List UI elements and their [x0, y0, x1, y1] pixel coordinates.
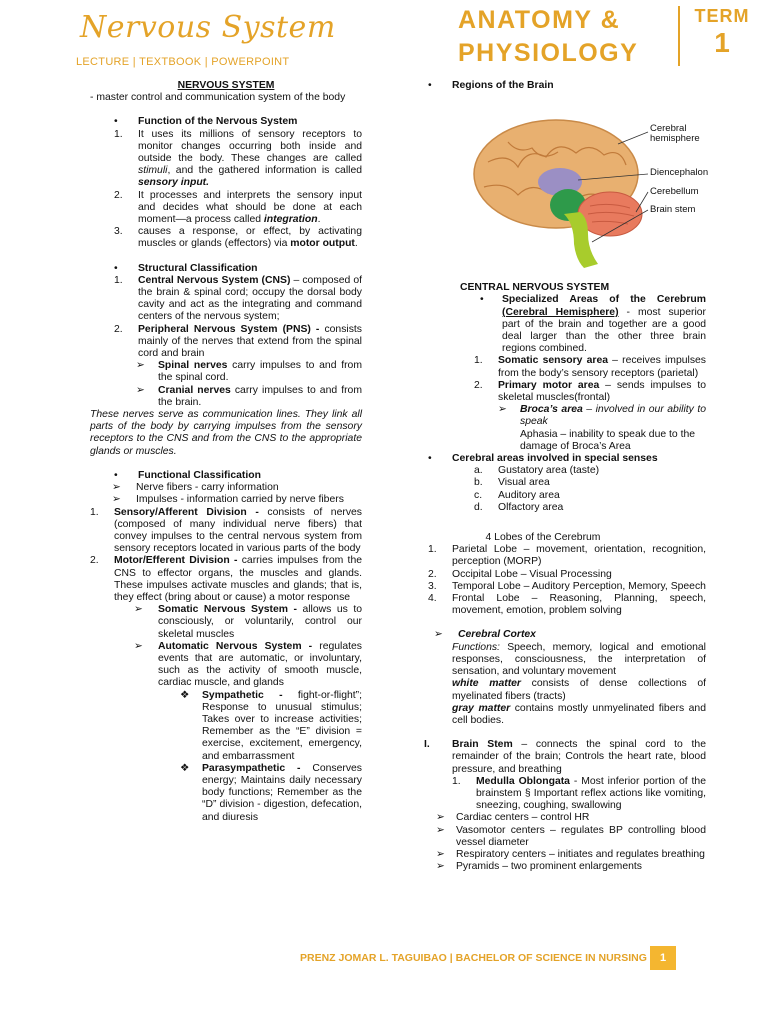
- label-brain-stem: Brain stem: [650, 204, 696, 216]
- list-item: 2. Occipital Lobe – Visual Processing: [428, 568, 612, 580]
- list-item: 2. Peripheral Nervous System (PNS) - consists mainly of the nerves that extend from the spinal cord and brain: [114, 323, 362, 360]
- functional-heading: Functional Classification: [138, 469, 261, 481]
- italic-paragraph: These nerves serve as communication lines. They link all parts of the body by carrying impulses from the sensory receptors to the CNS and from the CNS to the appropriate glands or muscles.: [90, 409, 362, 457]
- subject-line-1: ANATOMY &: [458, 6, 621, 34]
- list-item: ➢ Cardiac centers – control HR: [436, 812, 590, 824]
- list-item: ❖ Parasympathetic - Conserves energy; Maintains daily necessary body functions; Remember as the “D” division - digestion, defecation, and diuresis: [180, 762, 362, 823]
- cortex-functions: Functions: Speech, memory, logical and emotional responses, consciousness, the interpretation of sensation, and voluntary movement: [452, 641, 706, 678]
- label-cerebral-hemisphere: Cerebral hemisphere: [650, 123, 700, 145]
- footer-author: PRENZ JOMAR L. TAGUIBAO | BACHELOR OF SCIENCE IN NURSING: [300, 952, 647, 964]
- list-item: ➢ Cranial nerves carry impulses to and from the brain.: [136, 384, 362, 408]
- list-item: ➢ Respiratory centers – initiates and regulates breathing: [436, 848, 705, 860]
- list-item: ➢ Broca’s area – involved in our ability to speak: [498, 404, 707, 428]
- lobes-heading: 4 Lobes of the Cerebrum: [485, 532, 601, 544]
- list-item: ➢ Spinal nerves carry impulses to and from the spinal cord.: [136, 360, 362, 384]
- header-divider: [678, 6, 680, 66]
- list-item: ❖ Sympathetic - fight-or-flight”; Response to unusual stimulus; Takes over to increase activities; Remember as the “E” division = exercise, excitement, emergency, and embarrassment: [180, 689, 362, 762]
- brain-illustration: [468, 102, 758, 272]
- list-item: 1. Somatic sensory area – receives impulses from the body’s sensory receptors (parietal): [474, 355, 706, 379]
- list-item: 4. Frontal Lobe – Reasoning, Planning, speech, movement, emotion, problem solving: [428, 593, 706, 617]
- function-heading: Function of the Nervous System: [138, 116, 298, 128]
- list-item: 1. Sensory/Afferent Division - consists of nerves (composed of many individual nerve fibers) that convey impulses to the central nervous system from sensory receptors located in various parts of the body: [90, 506, 362, 555]
- list-item: 1. Central Nervous System (CNS) – composed of the brain & spinal cord; occupy the dorsal body cavity and act as the integrating and command centers of the nervous system;: [114, 274, 362, 323]
- cortex-heading-row: ➢ Cerebral Cortex: [424, 629, 706, 641]
- term-badge: [690, 6, 754, 59]
- regions-heading: Regions of the Brain: [452, 80, 554, 91]
- structural-heading: Structural Classification: [138, 262, 258, 274]
- list-item: 2. It processes and interprets the sensory input and decides what should be done at each moment—a process called integration.: [114, 189, 362, 226]
- list-item: ➢ Automatic Nervous System - regulates events that are automatic, or involuntary, such as the activity of smooth muscle, cardiac muscle, and glands: [134, 640, 362, 689]
- term-label: TERM: [694, 6, 750, 26]
- label-cerebellum: Cerebellum: [650, 186, 699, 198]
- cortex-heading: Cerebral Cortex: [458, 629, 536, 641]
- list-item: 2. Primary motor area – sends impulses to skeletal muscles(frontal): [474, 379, 707, 404]
- bullet-special-senses: • Cerebral areas involved in special senses: [424, 453, 706, 465]
- list-item: ➢ Impulses - information carried by nerve fibers: [112, 494, 344, 506]
- page-number: 1: [650, 946, 676, 970]
- white-matter: white matter consists of dense collections of myelinated fibers (tracts): [452, 678, 707, 702]
- label-diencephalon: Diencephalon: [650, 167, 709, 179]
- brainstem-item: I. Brain Stem – connects the spinal cord to the remainder of the brain; Controls the heart rate, blood pressure, and breathing: [424, 739, 706, 775]
- left-column: [90, 80, 362, 824]
- bullet-function: • Function of the Nervous System: [90, 116, 362, 128]
- subject-line-2: PHYSIOLOGY: [458, 39, 639, 67]
- list-item: ➢ Vasomotor centers – regulates BP controlling blood vessel diameter: [436, 824, 706, 848]
- right-column: [424, 80, 709, 873]
- list-item: 1. Parietal Lobe – movement, orientation, recognition, perception (MORP): [428, 544, 706, 568]
- section-heading-nervous-system: NERVOUS SYSTEM: [177, 80, 275, 91]
- bullet-regions: • Regions of the Brain: [424, 80, 706, 92]
- list-item: ➢ Pyramids – two prominent enlargements: [436, 861, 642, 873]
- intro-text: - master control and communication system of the body: [90, 92, 346, 104]
- special-senses-heading: Cerebral areas involved in special senses: [452, 453, 658, 465]
- cns-heading: CENTRAL NERVOUS SYSTEM: [460, 282, 610, 294]
- aphasia-text: Aphasia – inability to speak due to the damage of Broca’s Area: [520, 428, 696, 452]
- document-subtitle: LECTURE | TEXTBOOK | POWERPOINT: [76, 56, 290, 68]
- document-title: Nervous System: [80, 10, 336, 45]
- bullet-functional: • Functional Classification: [90, 470, 362, 482]
- list-item: ➢ Nerve fibers - carry information: [112, 482, 279, 494]
- list-item: a. Gustatory area (taste): [474, 465, 600, 477]
- list-item: ➢ Somatic Nervous System - allows us to consciously, or voluntarily, control our skeletal muscles: [134, 604, 362, 640]
- list-item: d. Olfactory area: [474, 501, 564, 513]
- subject-heading: [458, 4, 638, 70]
- term-number: 1: [714, 27, 730, 58]
- bullet-structural: • Structural Classification: [90, 263, 362, 275]
- list-item: 1. It uses its millions of sensory receptors to monitor changes occurring both inside and outside the body. These changes are called stimuli, and the gathered information is called sensory input.: [114, 128, 362, 189]
- list-item: 3. Temporal Lobe – Auditory Perception, Memory, Speech: [428, 580, 706, 592]
- gray-matter: gray matter contains mostly unmyelinated fibers and cell bodies.: [452, 702, 706, 726]
- list-item: c. Auditory area: [474, 489, 560, 501]
- list-item: 2. Motor/Efferent Division - carries impulses from the CNS to effector organs, the muscles and glands. These impulses activate muscles and glands; that is, they effect (bring about or cause) a motor response: [90, 555, 362, 603]
- list-item: • Specialized Areas of the Cerebrum (Cerebral Hemisphere) - most superior part of the brain and together are a good deal larger than the other three brain regions combined.: [480, 294, 706, 355]
- list-item: 1. Medulla Oblongata - Most inferior portion of the brainstem § Important reflex actions like vomiting, sneezing, coughing, swallowing: [452, 775, 706, 812]
- list-item: b. Visual area: [474, 477, 550, 489]
- list-item: 3. causes a response, or effect, by activating muscles or glands (effectors) via motor output.: [114, 226, 362, 250]
